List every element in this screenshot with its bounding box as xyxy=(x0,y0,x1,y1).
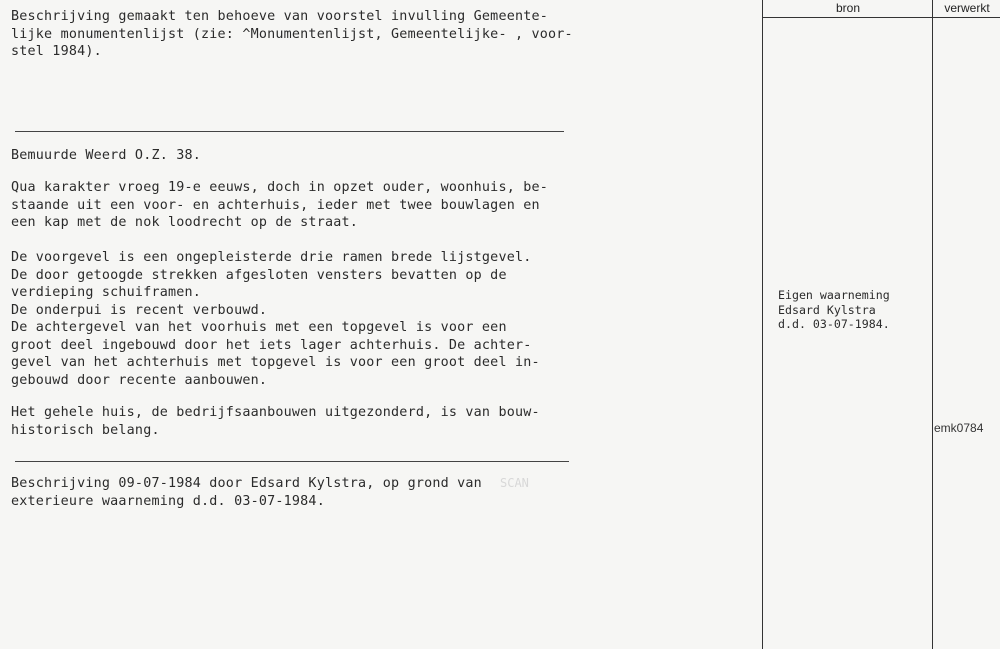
table-header-rule xyxy=(762,17,1000,18)
divider-bottom xyxy=(15,461,569,462)
source-line: Edsard Kylstra xyxy=(778,302,876,317)
intro-line: stel 1984). xyxy=(11,44,102,59)
paragraph2-line: groot deel ingebouwd door het iets lager achterhuis. De achter- xyxy=(11,337,532,353)
divider-top xyxy=(15,131,564,132)
paragraph1-line: Qua karakter vroeg 19-e eeuws, doch in opzet ouder, woonhuis, be- xyxy=(11,180,549,195)
table-border-left xyxy=(762,0,763,649)
source-line: Eigen waarneming xyxy=(778,288,890,302)
paragraph2-line: De onderpui is recent verbouwd. xyxy=(11,302,268,318)
intro-line: lijke monumentenlijst (zie: ^Monumentenlijst, Gemeentelijke- , voor- xyxy=(11,26,573,42)
paragraph2-line: verdieping schuiframen. xyxy=(11,285,202,300)
header-bron: bron xyxy=(835,1,861,15)
paragraph1-line: een kap met de nok loodrecht op de straat. xyxy=(11,215,358,230)
paragraph1-line: staande uit een voor- en achterhuis, ieder met twee bouwlagen en xyxy=(11,197,540,213)
source-line: d.d. 03-07-1984. xyxy=(778,317,890,331)
footer-line: Beschrijving 09-07-1984 door Edsard Kylstra, op grond van xyxy=(11,476,482,491)
processed-code: emk0784 xyxy=(934,421,984,435)
paragraph3-line: Het gehele huis, de bedrijfsaanbouwen uitgezonderd, is van bouw- xyxy=(11,405,540,420)
address-heading: Bemuurde Weerd O.Z. 38. xyxy=(11,148,202,163)
paragraph2-line: gebouwd door recente aanbouwen. xyxy=(11,372,268,388)
faint-stamp: SCAN xyxy=(500,476,529,490)
paragraph2-line: gevel van het achterhuis met topgevel is voor een groot deel in- xyxy=(11,355,540,370)
paragraph2-line: De voorgevel is een ongepleisterde drie ramen brede lijstgevel. xyxy=(11,250,532,265)
paragraph2-line: De achtergevel van het voorhuis met een topgevel is voor een xyxy=(11,320,507,335)
table-border-middle xyxy=(932,0,933,649)
footer-line: exterieure waarneming d.d. 03-07-1984. xyxy=(11,493,325,509)
header-verwerkt: verwerkt xyxy=(944,1,990,15)
paragraph3-line: historisch belang. xyxy=(11,422,160,438)
paragraph2-line: De door getoogde strekken afgesloten vensters bevatten op de xyxy=(11,267,507,283)
intro-line: Beschrijving gemaakt ten behoeve van voorstel invulling Gemeente- xyxy=(11,9,549,24)
